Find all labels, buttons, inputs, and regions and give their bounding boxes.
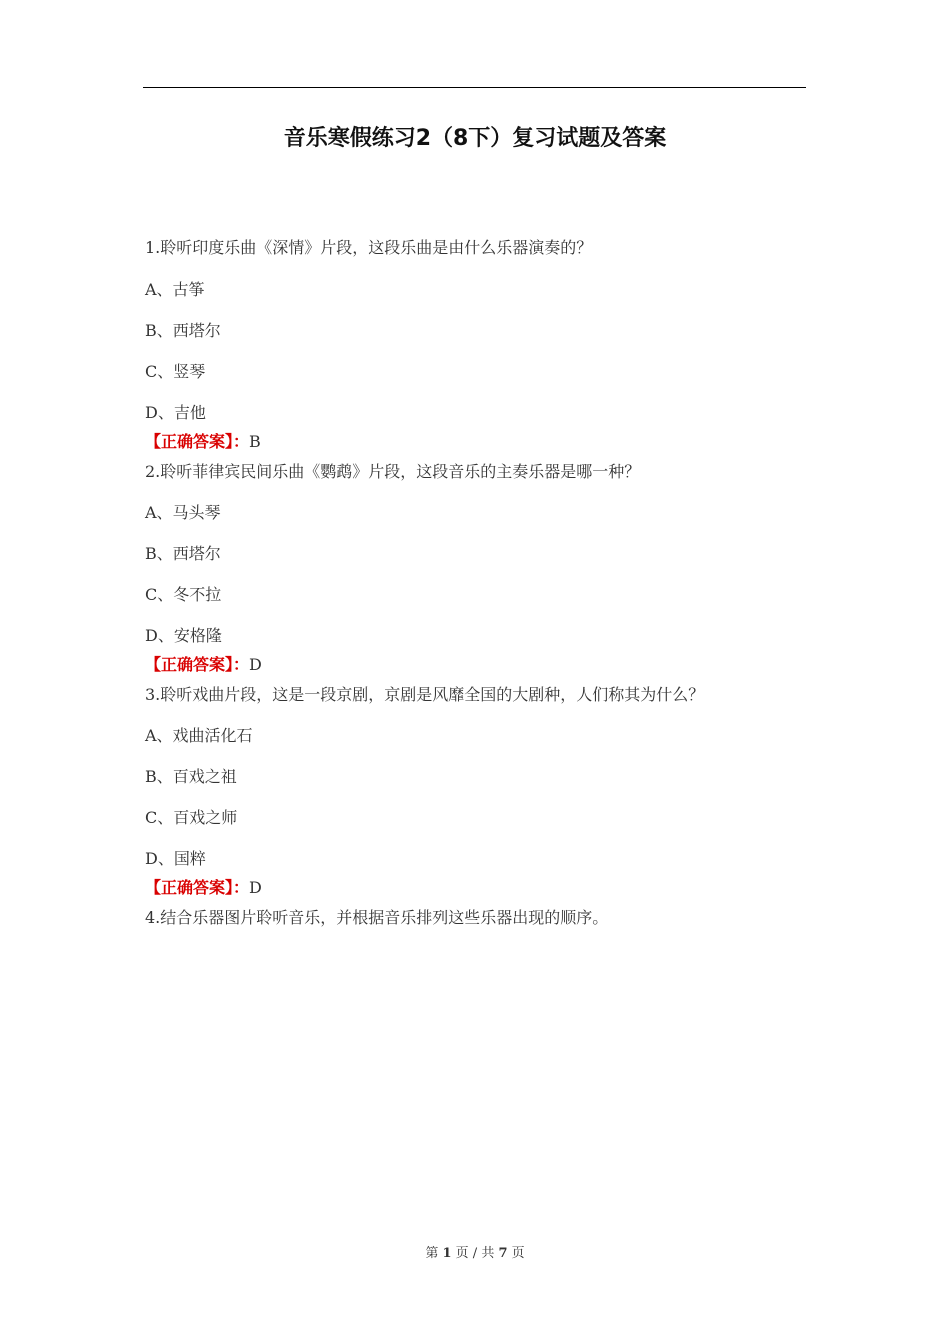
question-2-option-b: B、西塔尔 — [145, 544, 221, 563]
answer-label: 【正确答案】： — [145, 432, 250, 451]
answer-value: D — [249, 655, 262, 674]
answer-label: 【正确答案】： — [145, 655, 250, 674]
question-3-answer — [145, 876, 262, 900]
question-3-option-b: B、百戏之祖 — [145, 767, 237, 786]
question-3-stem: 3.聆听戏曲片段，这是一段京剧，京剧是风靡全国的大剧种，人们称其为什么？ — [145, 685, 705, 704]
question-2-option-a: A、马头琴 — [145, 503, 221, 522]
question-3-option-c: C、百戏之师 — [145, 808, 238, 827]
question-2-option-c: C、冬不拉 — [145, 585, 222, 604]
footer-middle: 页 / 共 — [455, 1246, 495, 1261]
question-1-option-a: A、古筝 — [145, 280, 205, 299]
question-2-stem: 2.聆听菲律宾民间乐曲《鹦鹉》片段，这段音乐的主奏乐器是哪一种？ — [145, 462, 641, 481]
question-1-answer — [145, 430, 261, 454]
question-1-option-b: B、西塔尔 — [145, 321, 221, 340]
footer-suffix: 页 — [511, 1246, 525, 1261]
question-2-option-d: D、安格隆 — [145, 626, 222, 645]
question-3-option-d: D、国粹 — [145, 849, 206, 868]
footer-prefix: 第 — [425, 1246, 439, 1261]
question-1-option-c: C、竖琴 — [145, 362, 206, 381]
answer-label: 【正确答案】： — [145, 878, 250, 897]
question-1-stem: 1.聆听印度乐曲《深情》片段，这段乐曲是由什么乐器演奏的？ — [145, 238, 593, 257]
document-title: 音乐寒假练习2（8下）复习试题及答案 — [283, 126, 667, 151]
page-footer — [0, 1243, 950, 1265]
current-page-number: 1 — [442, 1246, 452, 1261]
question-1-option-d: D、吉他 — [145, 403, 206, 422]
question-3-option-a: A、戏曲活化石 — [145, 726, 253, 745]
header-rule — [143, 87, 806, 88]
question-2-answer — [145, 653, 262, 677]
answer-value: D — [249, 878, 262, 897]
total-pages-number: 7 — [498, 1246, 508, 1261]
answer-value: B — [249, 432, 261, 451]
question-4-stem: 4.结合乐器图片聆听音乐，并根据音乐排列这些乐器出现的顺序。 — [145, 908, 609, 927]
